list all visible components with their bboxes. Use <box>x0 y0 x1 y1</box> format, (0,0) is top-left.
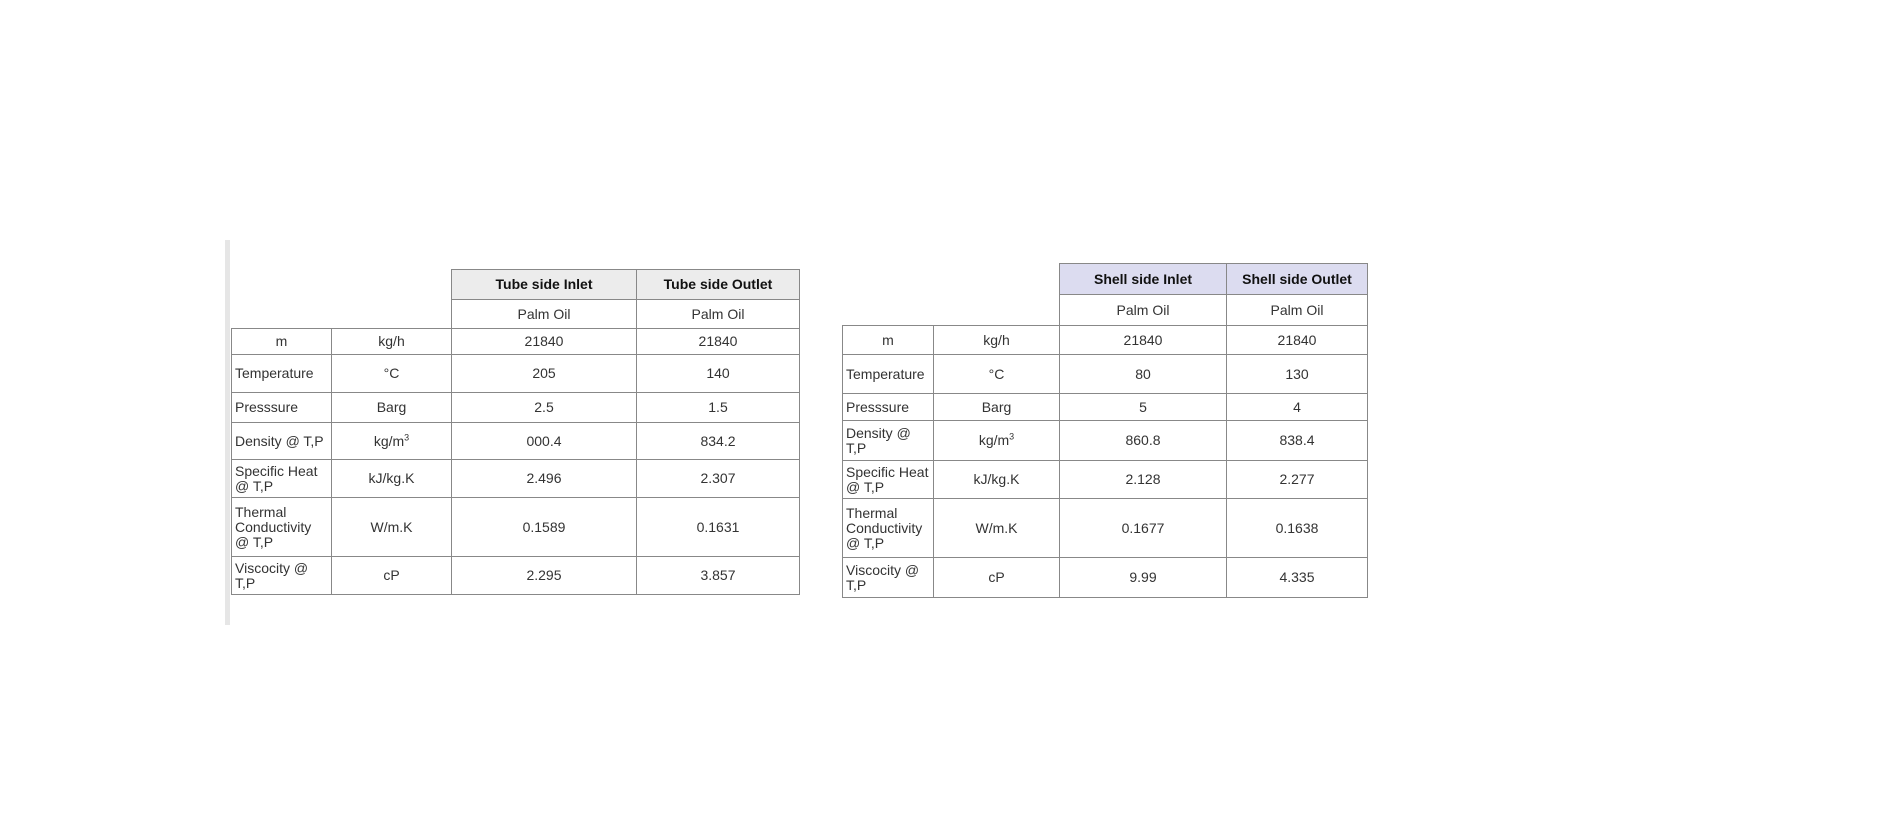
outlet-value: 1.5 <box>637 393 800 423</box>
table-row <box>232 355 800 393</box>
unit-cell <box>332 423 452 460</box>
unit-cell <box>934 421 1060 461</box>
fluid-cell: Palm Oil <box>1060 295 1227 326</box>
table-row <box>232 498 800 557</box>
inlet-value: 2.128 <box>1060 461 1227 499</box>
table-row <box>843 421 1368 461</box>
inlet-value: 0.1589 <box>452 498 637 557</box>
unit-cell: kg/h <box>332 329 452 355</box>
table-row <box>843 355 1368 394</box>
property-label: Viscocity @ T,P <box>843 558 934 598</box>
property-label: Viscocity @ T,P <box>232 557 332 595</box>
table-row <box>232 329 800 355</box>
inlet-value: 0.1677 <box>1060 499 1227 558</box>
table-row <box>843 461 1368 499</box>
unit-cell: kg/h <box>934 326 1060 355</box>
unit-cell: Barg <box>934 394 1060 421</box>
unit-cell: cP <box>332 557 452 595</box>
outlet-value: 834.2 <box>637 423 800 460</box>
table-row <box>843 558 1368 598</box>
unit-cell: kJ/kg.K <box>332 460 452 498</box>
inlet-value: 21840 <box>1060 326 1227 355</box>
shell-side-table <box>842 263 1368 598</box>
property-label: m <box>843 326 934 355</box>
blank-corner <box>843 264 1060 326</box>
property-label: Density @ T,P <box>843 421 934 461</box>
inlet-value: 5 <box>1060 394 1227 421</box>
outlet-value: 3.857 <box>637 557 800 595</box>
table-row <box>843 394 1368 421</box>
unit-cell: W/m.K <box>332 498 452 557</box>
property-label: m <box>232 329 332 355</box>
tube-side-table <box>231 269 800 595</box>
header-row <box>232 270 800 300</box>
table-row <box>843 326 1368 355</box>
property-label: Density @ T,P <box>232 423 332 460</box>
outlet-value: 0.1638 <box>1227 499 1368 558</box>
blank-corner <box>232 270 452 329</box>
outlet-value: 4 <box>1227 394 1368 421</box>
unit-superscript: 3 <box>1009 431 1015 442</box>
fluid-cell: Palm Oil <box>1227 295 1368 326</box>
unit-cell: °C <box>934 355 1060 394</box>
table-row <box>232 460 800 498</box>
column-header: Shell side Outlet <box>1227 264 1368 295</box>
property-label: Thermal Conductivity @ T,P <box>843 499 934 558</box>
outlet-value: 2.307 <box>637 460 800 498</box>
header-row <box>843 264 1368 295</box>
table-row <box>232 423 800 460</box>
unit-cell: cP <box>934 558 1060 598</box>
outlet-value: 140 <box>637 355 800 393</box>
property-label: Thermal Conductivity @ T,P <box>232 498 332 557</box>
unit-cell: W/m.K <box>934 499 1060 558</box>
inlet-value: 000.4 <box>452 423 637 460</box>
property-label: Presssure <box>843 394 934 421</box>
outlet-value: 130 <box>1227 355 1368 394</box>
unit-cell: kJ/kg.K <box>934 461 1060 499</box>
outlet-value: 21840 <box>637 329 800 355</box>
property-label: Specific Heat @ T,P <box>843 461 934 499</box>
property-label: Presssure <box>232 393 332 423</box>
outlet-value: 2.277 <box>1227 461 1368 499</box>
inlet-value: 9.99 <box>1060 558 1227 598</box>
outlet-value: 21840 <box>1227 326 1368 355</box>
inlet-value: 2.496 <box>452 460 637 498</box>
fluid-cell: Palm Oil <box>452 300 637 329</box>
unit-cell: °C <box>332 355 452 393</box>
outlet-value: 838.4 <box>1227 421 1368 461</box>
table-row <box>843 499 1368 558</box>
unit-superscript: 3 <box>404 431 410 442</box>
inlet-value: 860.8 <box>1060 421 1227 461</box>
column-header: Shell side Inlet <box>1060 264 1227 295</box>
fluid-cell: Palm Oil <box>637 300 800 329</box>
column-header: Tube side Outlet <box>637 270 800 300</box>
property-label: Temperature <box>232 355 332 393</box>
inlet-value: 80 <box>1060 355 1227 394</box>
table-row <box>232 393 800 423</box>
column-header: Tube side Inlet <box>452 270 637 300</box>
inlet-value: 2.295 <box>452 557 637 595</box>
left-margin-bar <box>225 240 230 625</box>
property-label: Temperature <box>843 355 934 394</box>
property-label: Specific Heat @ T,P <box>232 460 332 498</box>
outlet-value: 4.335 <box>1227 558 1368 598</box>
unit-text: kg/m <box>978 432 1010 448</box>
inlet-value: 2.5 <box>452 393 637 423</box>
table-row <box>232 557 800 595</box>
unit-cell: Barg <box>332 393 452 423</box>
outlet-value: 0.1631 <box>637 498 800 557</box>
unit-text: kg/m <box>373 432 405 449</box>
inlet-value: 205 <box>452 355 637 393</box>
inlet-value: 21840 <box>452 329 637 355</box>
